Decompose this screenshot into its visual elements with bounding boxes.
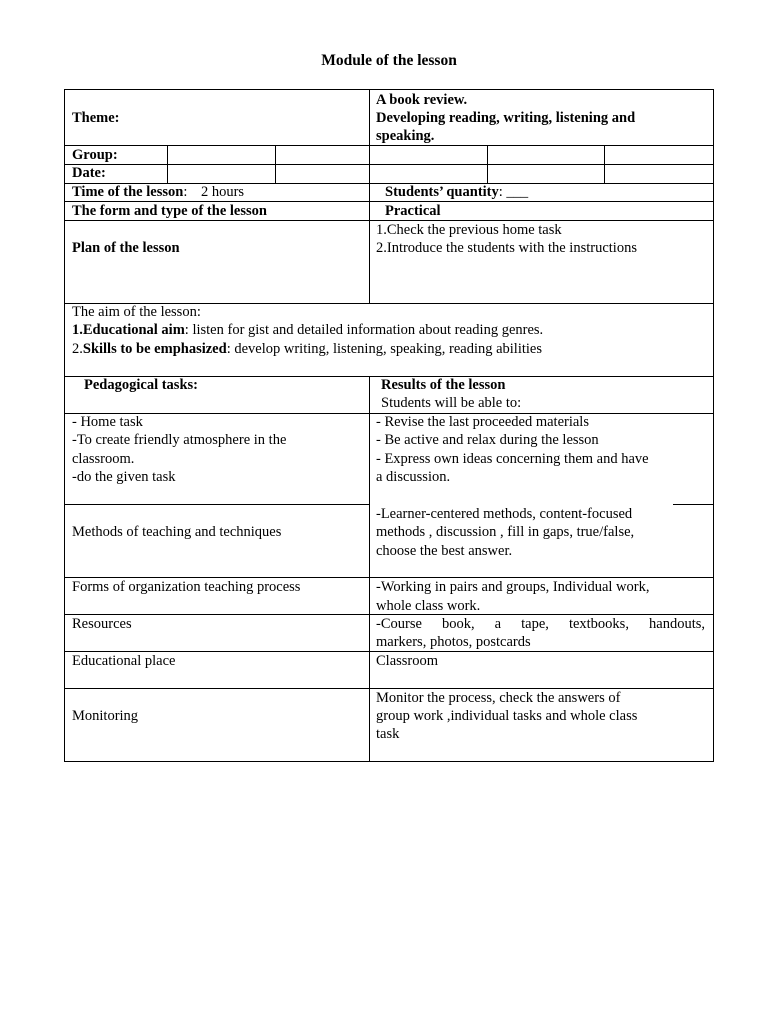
methods-label: Methods of teaching and techniques (72, 524, 282, 540)
methods-line: -Learner-centered methods, content-focused (376, 506, 633, 522)
results-item: - Express own ideas concerning them and have (376, 451, 649, 467)
educational-aim-label: Educational aim (82, 322, 185, 338)
students-value: ___ (506, 184, 529, 200)
group-label: Group: (72, 147, 118, 163)
monitoring-line: Monitor the process, check the answers of (376, 690, 621, 706)
forms-line: -Working in pairs and groups, Individual work, (376, 579, 650, 595)
theme-value-line3: speaking. (376, 128, 435, 144)
theme-value-line2: Developing reading, writing, listening and (376, 110, 636, 126)
resources-line: -Course book, a tape, textbooks, handouts, (376, 616, 705, 632)
plan-item: 1.Check the previous home task (376, 222, 562, 238)
results-label: Results of the lesson (381, 377, 506, 393)
pedagogical-label: Pedagogical tasks: (84, 377, 198, 393)
form-type-value: Practical (385, 203, 441, 219)
methods-line: choose the best answer. (376, 543, 513, 559)
forms-label: Forms of organization teaching process (72, 579, 301, 595)
pedagogical-item: - Home task (72, 414, 143, 430)
students-colon: : (498, 184, 503, 200)
monitoring-line: task (376, 726, 400, 742)
monitoring-label: Monitoring (72, 708, 139, 724)
skills-aim (72, 340, 542, 359)
results-item: - Revise the last proceeded materials (376, 414, 589, 430)
results-item: a discussion. (376, 469, 451, 485)
educational-aim-number: 1. (72, 322, 83, 338)
place-label: Educational place (72, 653, 176, 669)
date-label: Date: (72, 165, 106, 181)
skills-label: Skills to be emphasized (82, 341, 227, 357)
results-item: - Be active and relax during the lesson (376, 432, 599, 448)
methods-line: methods , discussion , fill in gaps, true/false, (376, 524, 635, 540)
theme-value-line1: A book review. (376, 92, 468, 108)
page-title: Module of the lesson (321, 52, 457, 69)
monitoring-line: group work ,individual tasks and whole class (376, 708, 638, 724)
pedagogical-item: -To create friendly atmosphere in the (72, 432, 287, 448)
forms-line: whole class work. (376, 598, 481, 614)
skills-text: : develop writing, listening, speaking, reading abilities (226, 341, 542, 357)
resources-line: markers, photos, postcards (376, 634, 531, 650)
place-value: Classroom (376, 653, 439, 669)
skills-number: 2 (72, 341, 80, 357)
form-type-label: The form and type of the lesson (72, 203, 267, 219)
pedagogical-item: classroom. (72, 451, 135, 467)
time-value: 2 hours (200, 184, 245, 200)
skills-dot: . (79, 341, 83, 357)
results-sublabel: Students will be able to: (381, 395, 522, 411)
plan-item: 2.Introduce the students with the instructions (376, 240, 637, 256)
aim-heading: The aim of the lesson: (72, 304, 201, 320)
resources-label: Resources (72, 616, 132, 632)
students-row (385, 183, 528, 202)
educational-aim (72, 321, 543, 340)
pedagogical-item: -do the given task (72, 469, 176, 485)
students-label: Students’ quantity (385, 184, 499, 200)
time-row (72, 183, 244, 202)
time-colon: : (183, 184, 188, 200)
time-label: Time of the lesson (72, 184, 184, 200)
plan-label: Plan of the lesson (72, 240, 180, 256)
theme-label: Theme: (72, 110, 120, 126)
educational-aim-text: : listen for gist and detailed information about reading genres. (184, 322, 544, 338)
